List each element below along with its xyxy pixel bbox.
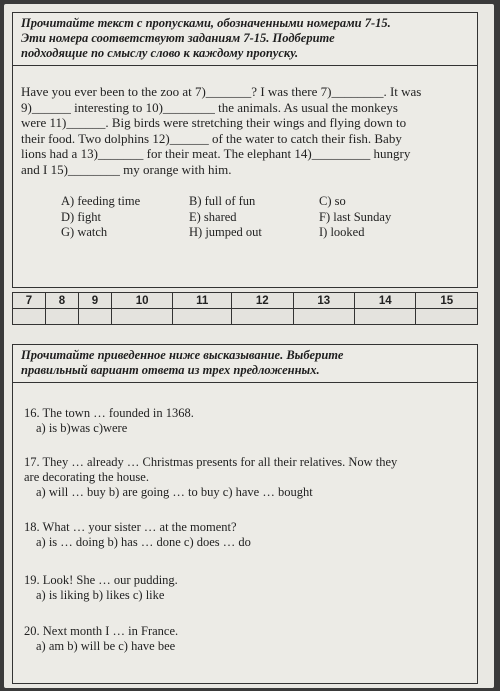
question-text: 16. The town … founded in 1368. (24, 406, 194, 420)
answer-number-cell: 12 (232, 293, 293, 309)
instruction-line: Эти номера соответствуют заданиям 7-15. Подберите (21, 31, 335, 45)
text-line: Have you ever been to the zoo at 7)_______? I was there 7)________. It was (21, 84, 422, 99)
option-e: E) shared (189, 209, 237, 224)
answer-number-cell: 14 (354, 293, 415, 309)
word-options (13, 194, 477, 246)
question-text: 20. Next month I … in France. (24, 624, 179, 638)
question-text: are decorating the house. (24, 470, 149, 484)
question-text: 17. They … already … Christmas presents for all their relatives. Now they (24, 455, 398, 469)
answer-table (12, 292, 478, 325)
text-line: were 11)______. Big birds were stretching their wings and flying down to (21, 115, 407, 130)
text-line: their food. Two dolphins 12)______ of the water to catch their fish. Baby (21, 130, 402, 146)
answer-blank-cell[interactable] (416, 309, 478, 325)
answer-choices: a) is liking b) likes c) like (36, 588, 165, 602)
answer-number-cell: 11 (173, 293, 232, 309)
answer-table-header-row (13, 293, 478, 309)
answer-blank-cell[interactable] (354, 309, 415, 325)
task-instructions-1 (13, 13, 477, 66)
option-i: I) looked (319, 225, 365, 239)
option-a: A) feeding time (61, 194, 141, 208)
gap-fill-text (13, 84, 477, 177)
answer-table-blank-row (13, 309, 478, 325)
task-instructions-2 (13, 345, 477, 383)
answer-choices: a) is … doing b) has … done c) does … do (36, 535, 251, 549)
instruction-line: подходящие по смыслу слово к каждому пропуску. (21, 46, 299, 60)
answer-number-cell: 13 (293, 293, 354, 309)
text-line: and I 15)________ my orange with him. (21, 161, 232, 177)
answer-blank-cell[interactable] (173, 309, 232, 325)
answer-blank-cell[interactable] (78, 309, 111, 325)
question-20 (24, 624, 178, 654)
answer-blank-cell[interactable] (45, 309, 78, 325)
answer-number-cell: 9 (78, 293, 111, 309)
answer-number-cell: 7 (13, 293, 46, 309)
instruction-line: Прочитайте приведенное ниже высказывание. Выберите (21, 348, 344, 362)
answer-number-cell: 8 (45, 293, 78, 309)
options-column-3 (319, 194, 391, 241)
question-19 (24, 573, 178, 603)
answer-number-cell: 10 (111, 293, 172, 309)
question-17 (24, 455, 397, 500)
answer-blank-cell[interactable] (232, 309, 293, 325)
answer-blank-cell[interactable] (111, 309, 172, 325)
answer-choices: a) am b) will be c) have bee (36, 639, 176, 653)
answer-choices: a) is b)was c)were (36, 421, 128, 435)
option-d: D) fight (61, 209, 101, 224)
answer-number-cell: 15 (416, 293, 478, 309)
option-g: G) watch (61, 225, 108, 239)
instruction-line: Прочитайте текст с пропусками, обозначенными номерами 7-15. (21, 16, 391, 30)
option-h: H) jumped out (189, 225, 262, 239)
option-c: C) so (319, 194, 346, 208)
task-box-1 (12, 12, 478, 288)
worksheet-page (4, 4, 494, 688)
option-b: B) full of fun (189, 194, 256, 208)
answer-blank-cell[interactable] (293, 309, 354, 325)
question-text: 19. Look! She … our pudding. (24, 573, 178, 587)
options-column-2 (189, 194, 262, 241)
answer-choices: a) will … buy b) are going … to buy c) have … bought (36, 485, 313, 499)
answer-blank-cell[interactable] (13, 309, 46, 325)
text-line: lions had a 13)_______ for their meat. The elephant 14)_________ hungry (21, 146, 411, 161)
text-line: 9)______ interesting to 10)________ the animals. As usual the monkeys (21, 99, 398, 115)
question-16 (24, 406, 194, 436)
options-column-1 (61, 194, 140, 241)
instruction-line: правильный вариант ответа из трех предложенных. (21, 363, 320, 377)
question-text: 18. What … your sister … at the moment? (24, 520, 237, 534)
option-f: F) last Sunday (319, 209, 392, 224)
question-18 (24, 520, 251, 550)
